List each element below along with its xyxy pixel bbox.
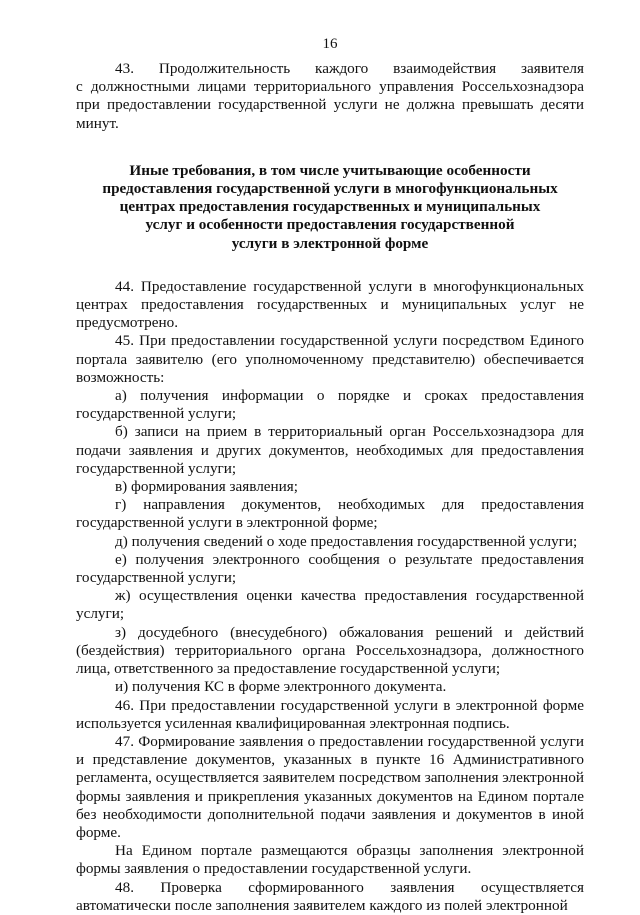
item-a: а) получения информации о порядке и сроках предоставления государственной услуги;: [76, 387, 584, 423]
heading-line: Иные требования, в том числе учитывающие особенности: [129, 161, 531, 179]
item-d: д) получения сведений о ходе предоставления государственной услуги;: [115, 532, 578, 550]
item-g: г) направления документов, необходимых для предоставления государственной услуги в электронной форме;: [76, 496, 584, 532]
paragraph-46: 46. При предоставлении государственной услуги в электронной форме используется усиленная квалифицированная электронная подпись.: [76, 696, 584, 732]
heading-line: центрах предоставления государственных и муниципальных: [119, 198, 541, 216]
item-v: в) формирования заявления;: [115, 478, 298, 496]
section-heading: [76, 162, 584, 253]
paragraph-43-rest: с должностными лицами территориального управления Россельхознадзора при предоставлении государственной услуги не должна превышать десяти минут.: [76, 78, 584, 132]
item-b: б) записи на прием в территориальный орган Россельхознадзора для подачи заявления и других документов, необходимых для предоставления государственной услуги;: [76, 423, 584, 477]
heading-line: услуг и особенности предоставления государственной: [145, 216, 515, 234]
paragraph-43-first-line: 43. Продолжительность каждого взаимодействия заявителя: [115, 60, 584, 77]
paragraph-47: 47. Формирование заявления о предоставлении государственной услуги и представление документов, указанных в пункте 16 Административного регламента, осуществляется заявителем посредством заполнения электронной формы заявления и прикрепления указанных документов на Едином портале без необходимости дополнительной подачи заявления и документов в иной форме.: [76, 732, 584, 841]
paragraph-45: 45. При предоставлении государственной услуги посредством Единого портала заявителю (его уполномоченному представителю) обеспечивается возможность:: [76, 332, 584, 386]
paragraph-44: 44. Предоставление государственной услуги в многофункциональных центрах предоставления государственных и муниципальных услуг не предусмотрено.: [76, 277, 584, 332]
item-e: е) получения электронного сообщения о результате предоставления государственной услуги;: [76, 550, 584, 587]
paragraph-48: 48. Проверка сформированного заявления осуществляется автоматически после заполнения заявителем каждого из полей электронной: [76, 878, 584, 914]
item-zh: ж) осуществления оценки качества предоставления государственной услуги;: [76, 587, 584, 623]
heading-line: услуги в электронной форме: [231, 234, 429, 252]
item-z: з) досудебного (внесудебного) обжалования решений и действий (бездействия) территориального органа Россельхознадзора, должностного лица, ответственного за предоставление государственной услуги;: [76, 623, 584, 678]
item-i: и) получения КС в форме электронного документа.: [115, 678, 447, 696]
paragraph-47-samples: На Едином портале размещаются образцы заполнения электронной формы заявления о предоставлении государственной услуги.: [76, 842, 584, 878]
heading-line: предоставления государственной услуги в многофункциональных: [102, 180, 558, 198]
page-number: 16: [322, 36, 338, 52]
